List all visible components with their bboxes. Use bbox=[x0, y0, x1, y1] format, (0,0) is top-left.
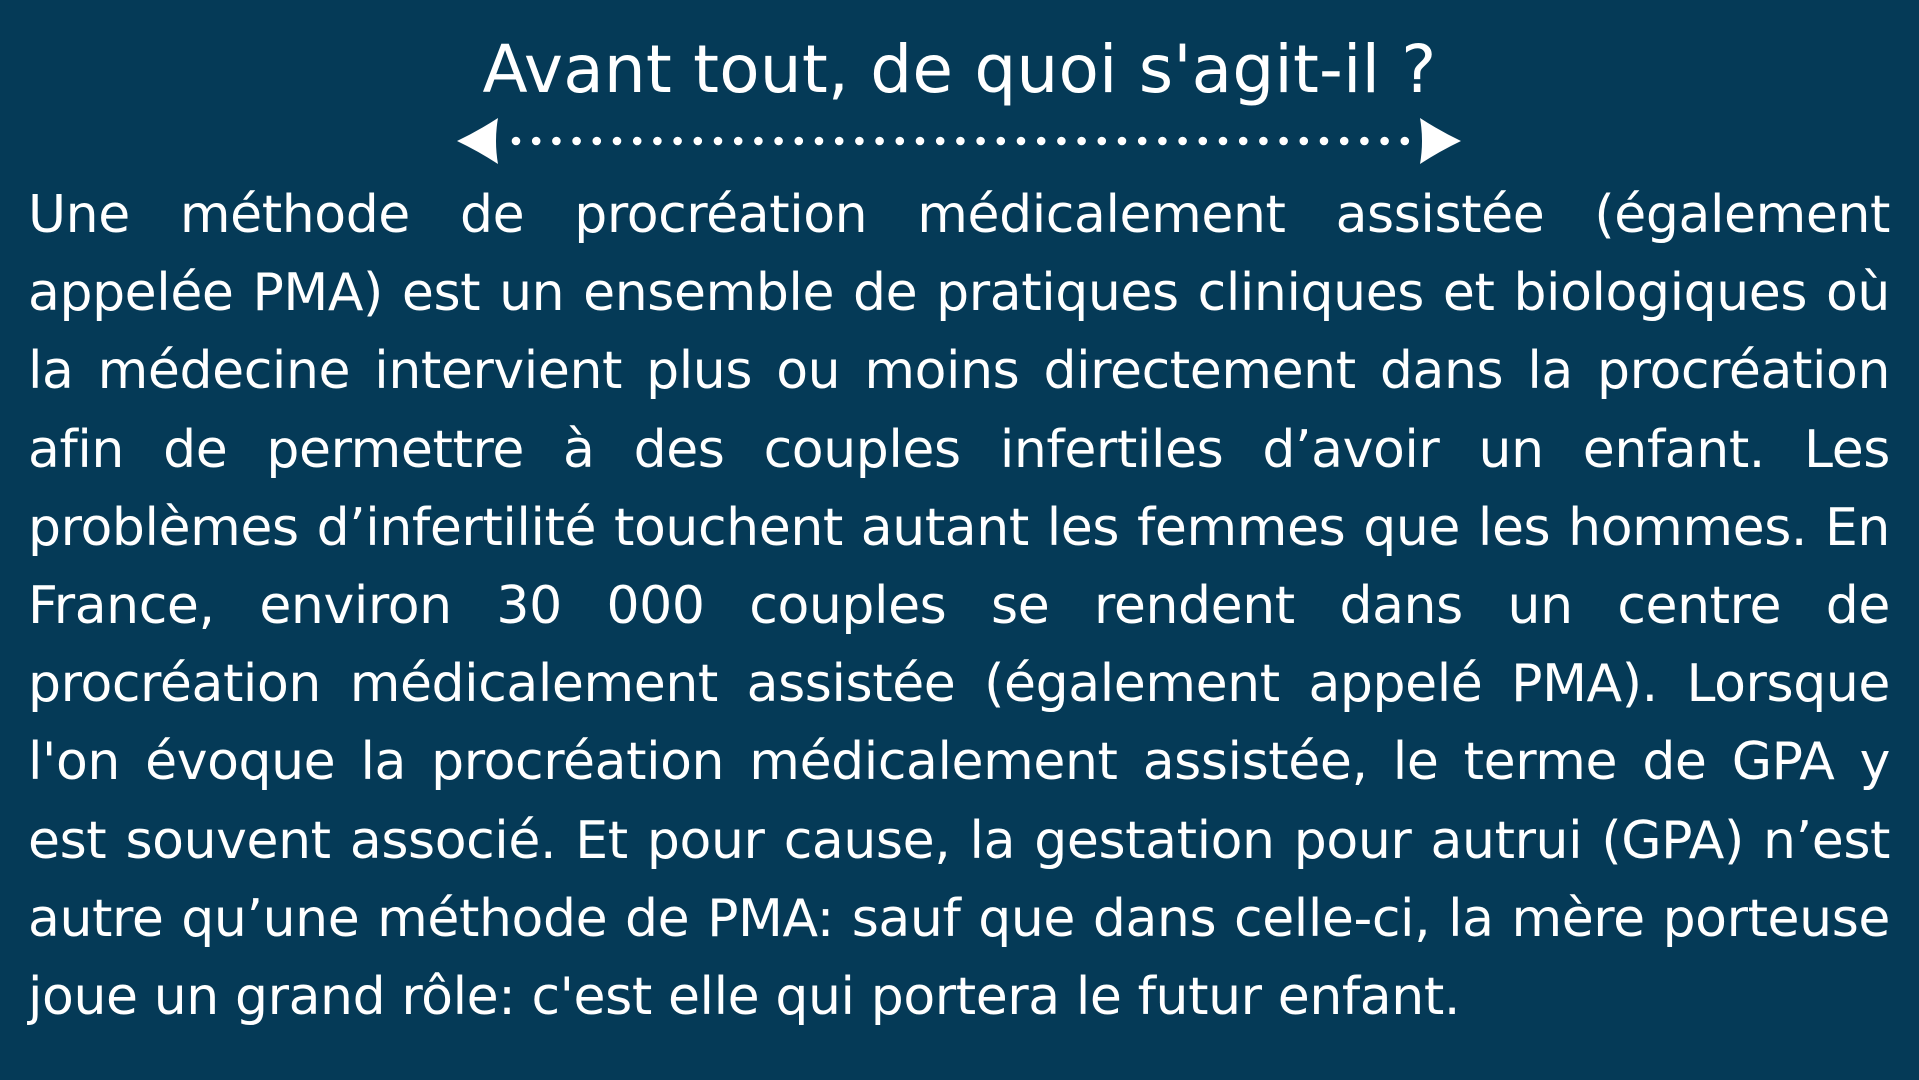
divider-dot bbox=[1138, 137, 1147, 146]
divider-dot bbox=[653, 137, 662, 146]
divider-dot bbox=[694, 137, 703, 146]
divider-dot bbox=[1158, 137, 1167, 146]
dot-row bbox=[512, 137, 1409, 146]
divider-dot bbox=[714, 137, 723, 146]
divider-dot bbox=[1239, 137, 1248, 146]
divider-dot bbox=[1118, 137, 1127, 146]
divider-dot bbox=[754, 137, 763, 146]
divider-dot bbox=[1320, 137, 1329, 146]
divider-dot bbox=[1077, 137, 1086, 146]
divider-dot bbox=[795, 137, 804, 146]
divider-dot bbox=[1178, 137, 1187, 146]
divider-dot bbox=[815, 137, 824, 146]
dotted-arrow-divider bbox=[454, 116, 1464, 166]
right-arrow-icon bbox=[1420, 118, 1461, 164]
divider-dot bbox=[976, 137, 985, 146]
divider-dot bbox=[1199, 137, 1208, 146]
divider-dot bbox=[936, 137, 945, 146]
divider-dot bbox=[1300, 137, 1309, 146]
divider-dot bbox=[613, 137, 622, 146]
divider-dot bbox=[673, 137, 682, 146]
divider-dot bbox=[1401, 137, 1410, 146]
body-paragraph: Une méthode de procréation médicalement assistée (également appelée PMA) est un ensemble de pratiques cliniques et biologiques où la médecine intervient plus ou moins directement dans la procréation afin de permettre à des couples infertiles d’avoir un enfant. Les problèmes d’infertilité touchent autant les femmes que les hommes. En France, environ 30 000 couples se rendent dans un centre de procréation médicalement assistée (également appelé PMA). Lorsque l'on évoque la procréation médicalement assistée, le terme de GPA y est souvent associé. Et pour cause, la gestation pour autrui (GPA) n’est autre qu’une méthode de PMA: sauf que dans celle-ci, la mère porteuse joue un grand rôle: c'est elle qui portera le futur enfant. bbox=[28, 185, 1890, 1028]
left-arrow-icon bbox=[457, 118, 498, 164]
divider-dot bbox=[875, 137, 884, 146]
divider-dot bbox=[1340, 137, 1349, 146]
divider-dot bbox=[593, 137, 602, 146]
divider-dot bbox=[997, 137, 1006, 146]
divider-dot bbox=[896, 137, 905, 146]
divider-dot bbox=[855, 137, 864, 146]
divider-dot bbox=[633, 137, 642, 146]
divider-dot bbox=[835, 137, 844, 146]
divider-dot bbox=[1017, 137, 1026, 146]
divider-dot bbox=[1380, 137, 1389, 146]
divider-dot bbox=[512, 137, 521, 146]
divider-dot bbox=[956, 137, 965, 146]
divider-dot bbox=[1057, 137, 1066, 146]
divider-dot bbox=[774, 137, 783, 146]
divider-dot bbox=[1259, 137, 1268, 146]
divider-dot bbox=[552, 137, 561, 146]
divider-dot bbox=[1098, 137, 1107, 146]
divider-dot bbox=[1279, 137, 1288, 146]
divider-dot bbox=[734, 137, 743, 146]
divider-dot bbox=[916, 137, 925, 146]
page-title: Avant tout, de quoi s'agit-il ? bbox=[482, 31, 1437, 108]
divider-dot bbox=[1219, 137, 1228, 146]
divider-dot bbox=[532, 137, 541, 146]
divider-dot bbox=[1360, 137, 1369, 146]
divider-dot bbox=[1037, 137, 1046, 146]
divider-dot bbox=[572, 137, 581, 146]
